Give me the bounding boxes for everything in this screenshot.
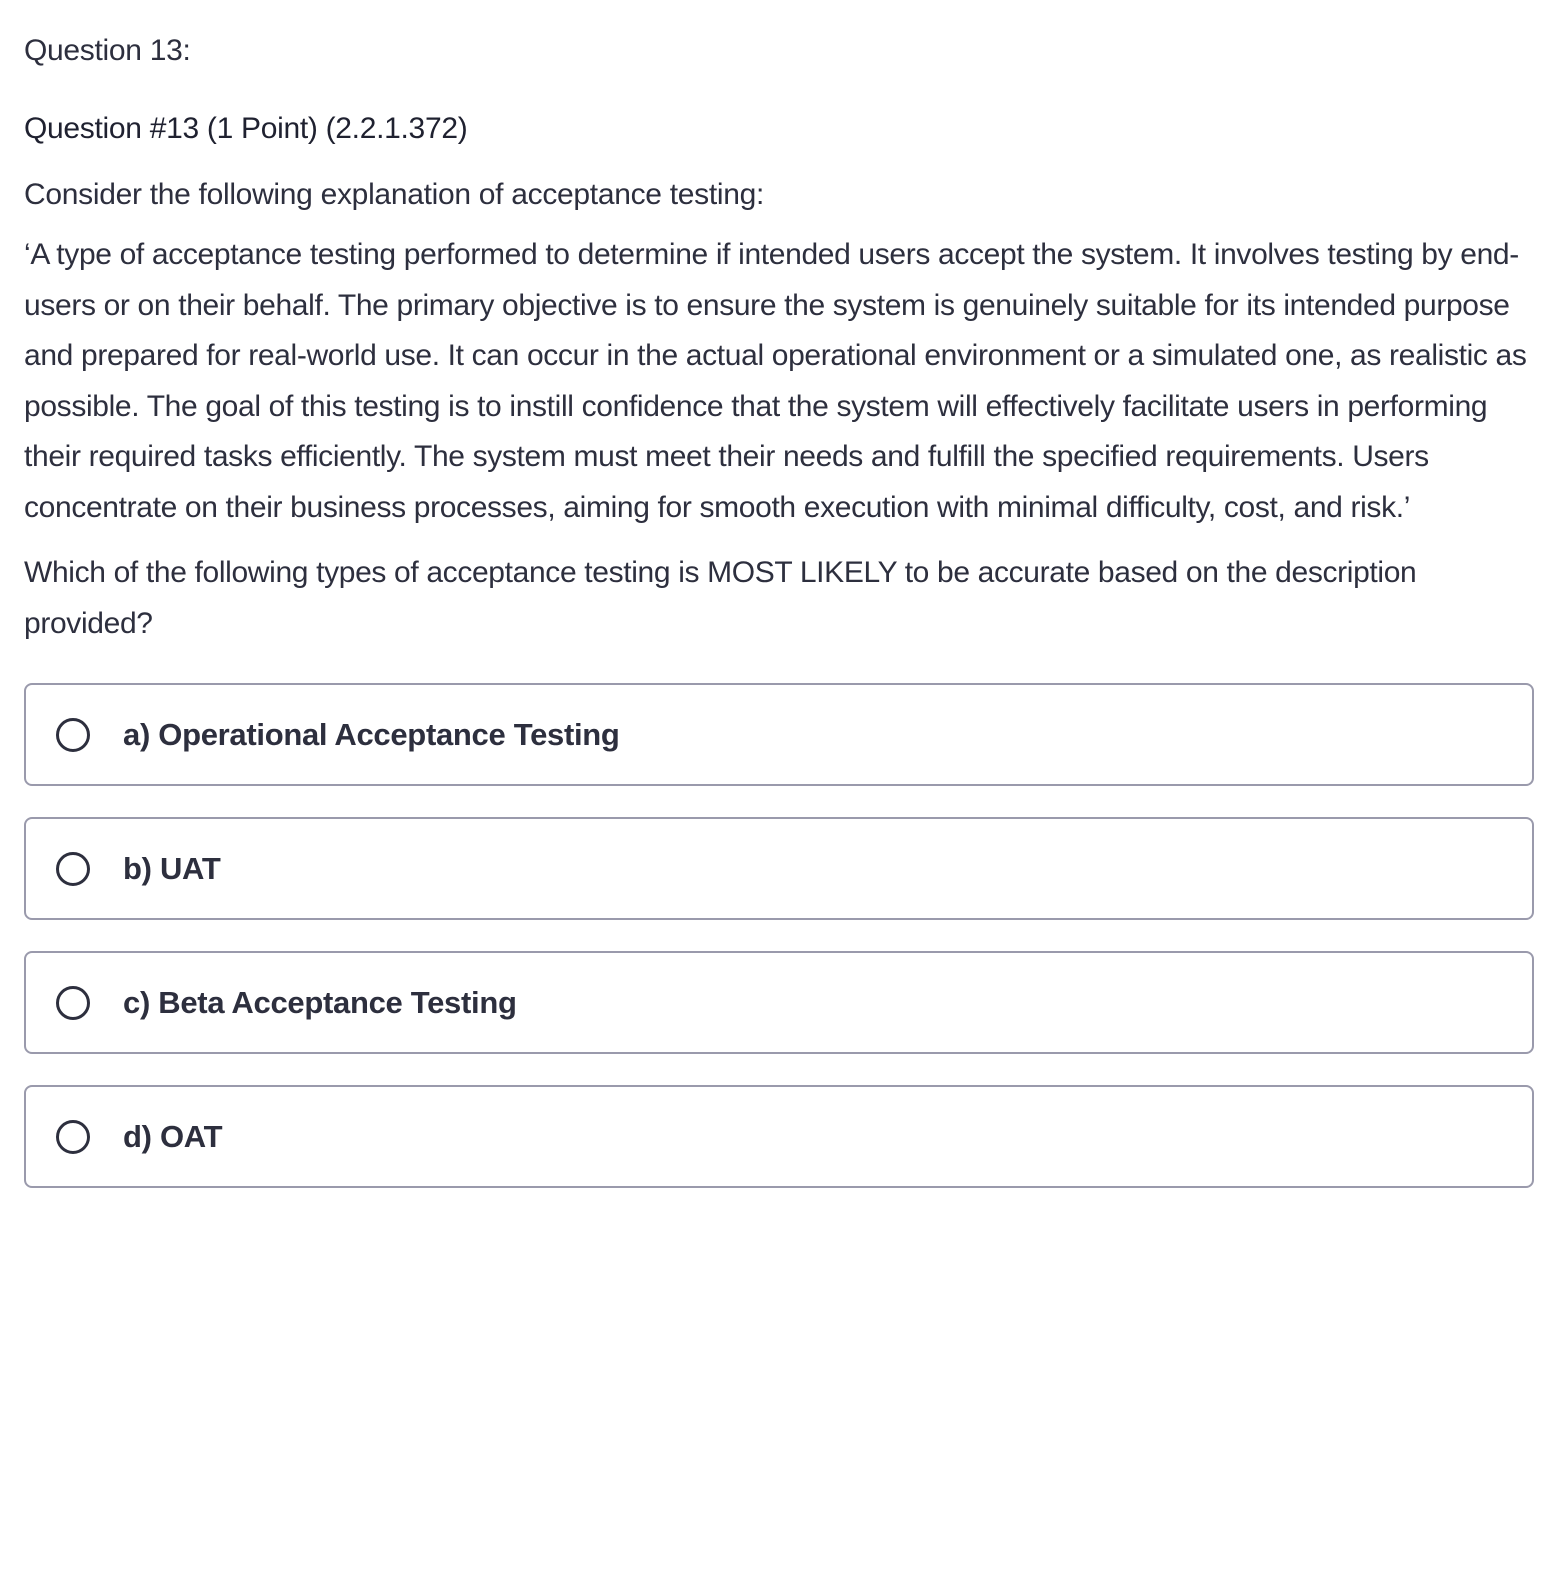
question-quote: ‘A type of acceptance testing performed to determine if intended users accept the system. It involves testing by end-users or on their behalf. The primary objective is to ensure the system is genuinely suitable for its intended purpose and prepared for real-world use. It can occur in the actual operational environment or a simulated one, as realistic as possible. The goal of this testing is to instill confidence that the system will effectively facilitate users in performing their required tasks efficiently. The system must meet their needs and fulfill the specified requirements. Users concentrate on their business processes, aiming for smooth execution with minimal difficulty, cost, and risk.’	[24, 238, 1527, 524]
answer-option-label: a) Operational Acceptance Testing	[123, 716, 620, 752]
radio-unchecked-icon[interactable]	[56, 852, 90, 886]
answer-option-label: c) Beta Acceptance Testing	[123, 984, 517, 1020]
radio-unchecked-icon[interactable]	[56, 986, 90, 1020]
answer-option-d[interactable]	[24, 1085, 1534, 1188]
question-intro: Consider the following explanation of acceptance testing:	[24, 178, 765, 211]
radio-unchecked-icon[interactable]	[56, 718, 90, 752]
question-number-label: Question 13:	[24, 34, 191, 67]
answer-option-a[interactable]	[24, 683, 1534, 786]
question-header: Question #13 (1 Point) (2.2.1.372)	[24, 112, 468, 145]
answer-option-b[interactable]	[24, 817, 1534, 920]
answer-option-label: b) UAT	[123, 850, 221, 886]
question-prompt: Which of the following types of acceptance testing is MOST LIKELY to be accurate based on the description provided?	[24, 556, 1417, 640]
answer-option-label: d) OAT	[123, 1118, 223, 1154]
answer-option-c[interactable]	[24, 951, 1534, 1054]
answer-options	[24, 683, 1534, 1188]
radio-unchecked-icon[interactable]	[56, 1120, 90, 1154]
